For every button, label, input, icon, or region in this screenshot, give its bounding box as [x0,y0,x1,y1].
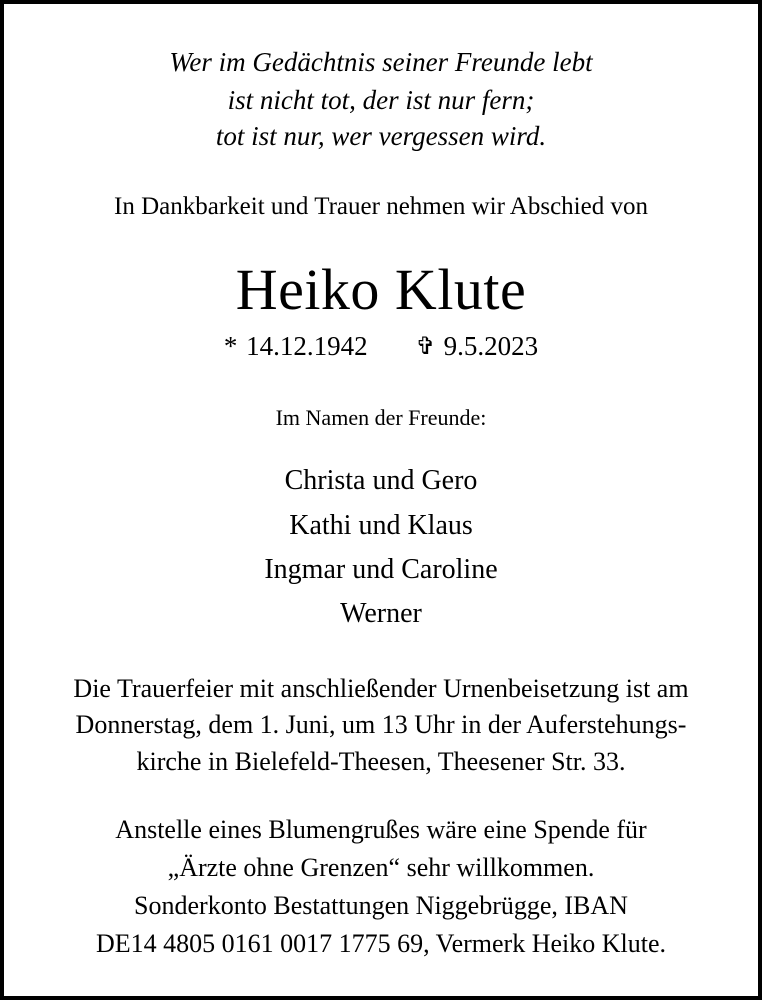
donation-line: „Ärzte ohne Grenzen“ sehr willkommen. [167,853,595,882]
service-line: kirche in Bielefeld-Theesen, Theesener Str. 33. [136,747,626,776]
life-dates [0,329,762,363]
donation-line: Sonderkonto Bestattungen Niggebrügge, IBAN [134,891,628,920]
deceased-name: Heiko Klute [235,257,527,322]
signer-name: Christa und Gero [284,465,478,496]
service-line: Die Trauerfeier mit anschließender Urnenbeisetzung ist am [73,674,689,703]
birth-symbol: * [223,331,238,361]
signer-name: Kathi und Klaus [289,510,473,541]
donation-line: DE14 4805 0161 0017 1775 69, Vermerk Heiko Klute. [95,929,666,958]
quote-line: ist nicht tot, der ist nur fern; [227,85,535,115]
signer-name: Werner [340,598,422,629]
signer-name: Ingmar und Caroline [264,554,498,585]
cross-icon: ✞ [415,332,436,360]
quote-line: Wer im Gedächtnis seiner Freunde lebt [169,47,593,77]
farewell-intro: In Dankbarkeit und Trauer nehmen wir Abschied von [114,193,648,220]
birth-date: 14.12.1942 [246,331,368,361]
service-line: Donnerstag, dem 1. Juni, um 13 Uhr in der Auferstehungs- [75,710,687,739]
death-date: 9.5.2023 [443,331,539,361]
donation-line: Anstelle eines Blumengrußes wäre eine Spende für [115,815,647,844]
signers-label: Im Namen der Freunde: [275,405,487,430]
quote-line: tot ist nur, wer vergessen wird. [215,121,547,151]
